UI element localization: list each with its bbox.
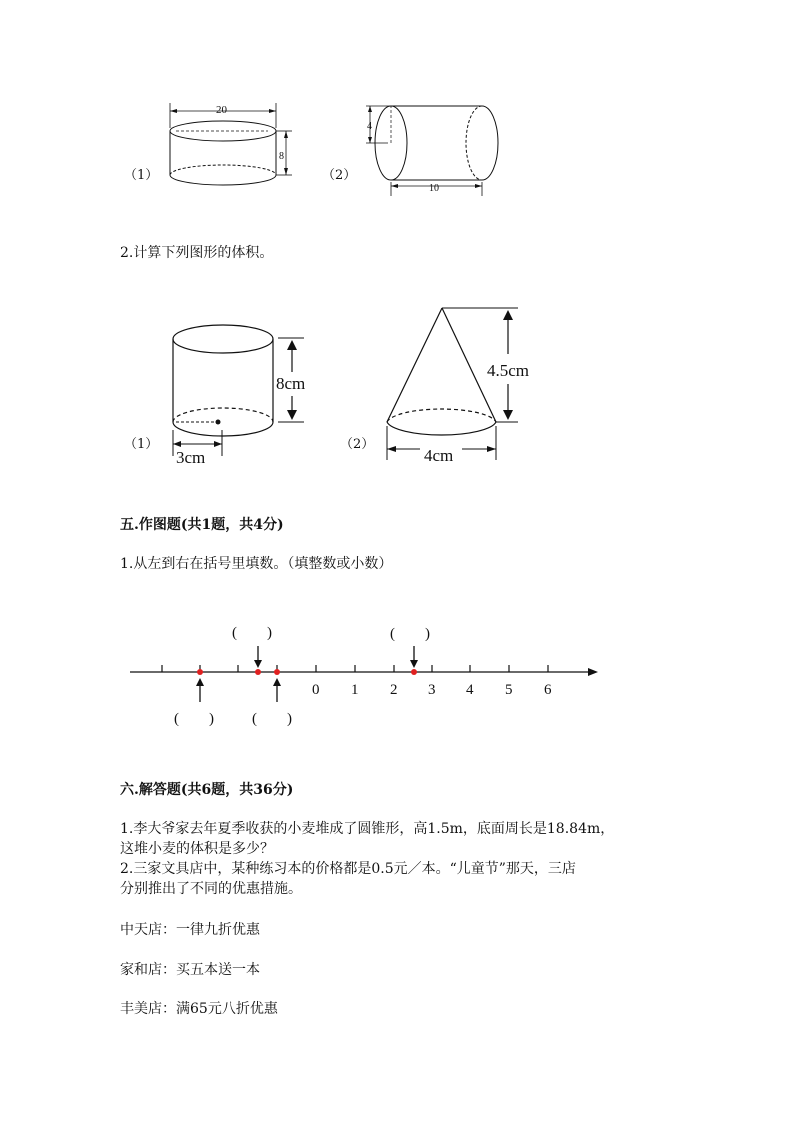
q2-text: 2.计算下列图形的体积。 <box>120 245 274 261</box>
shop-fengmei: 丰美店：满65元八折优惠 <box>120 1001 278 1017</box>
tick-label-5: 5 <box>505 682 513 698</box>
section6-q1-line1: 1.李大爷家去年夏季收获的小麦堆成了圆锥形，高1.5m，底面周长是18.84m， <box>120 821 615 837</box>
q2-label-2: （2） <box>340 437 375 452</box>
cone-height-label: 4.5cm <box>487 361 530 380</box>
section6-q1-line2: 这堆小麦的体积是多少？ <box>120 841 274 857</box>
q2-label-1: （1） <box>124 437 159 452</box>
blank-bottom-left: ( ) <box>174 711 214 727</box>
shop-zhongtian: 中天店：一律九折优惠 <box>120 922 260 938</box>
cyl2-length-label: 10 <box>429 183 439 194</box>
tick-label-1: 1 <box>351 682 359 698</box>
cyl3-radius-label: 3cm <box>176 448 206 467</box>
blank-top-right: ( ) <box>390 626 430 642</box>
shop-jiahe: 家和店：买五本送一本 <box>120 962 260 978</box>
fig-top-label-2: （2） <box>322 168 357 183</box>
section6-heading: 六.解答题(共6题，共36分) <box>120 782 294 798</box>
blank-bottom-right: ( ) <box>252 711 292 727</box>
cyl1-height-label: 8 <box>279 151 284 162</box>
blank-top-left: ( ) <box>232 625 272 641</box>
cone-diameter-label: 4cm <box>424 446 454 465</box>
section5-heading: 五.作图题(共1题，共4分) <box>120 517 284 533</box>
cyl1-width-label: 20 <box>216 104 227 116</box>
section6-q2-line2: 分别推出了不同的优惠措施。 <box>120 881 302 897</box>
section5-q1: 1.从左到右在括号里填数。（填整数或小数） <box>120 556 393 572</box>
fig-top-label-1: （1） <box>124 168 159 183</box>
cyl2-radius-label: 4 <box>367 121 372 132</box>
tick-label-6: 6 <box>544 682 552 698</box>
section6-q2-line1: 2.三家文具店中，某种练习本的价格都是0.5元／本。“儿童节”那天，三店 <box>120 861 576 877</box>
tick-label-2: 2 <box>390 682 398 698</box>
cyl3-height-label: 8cm <box>276 374 306 393</box>
tick-label-4: 4 <box>466 682 474 698</box>
tick-label-0: 0 <box>312 682 320 698</box>
tick-label-3: 3 <box>428 682 436 698</box>
